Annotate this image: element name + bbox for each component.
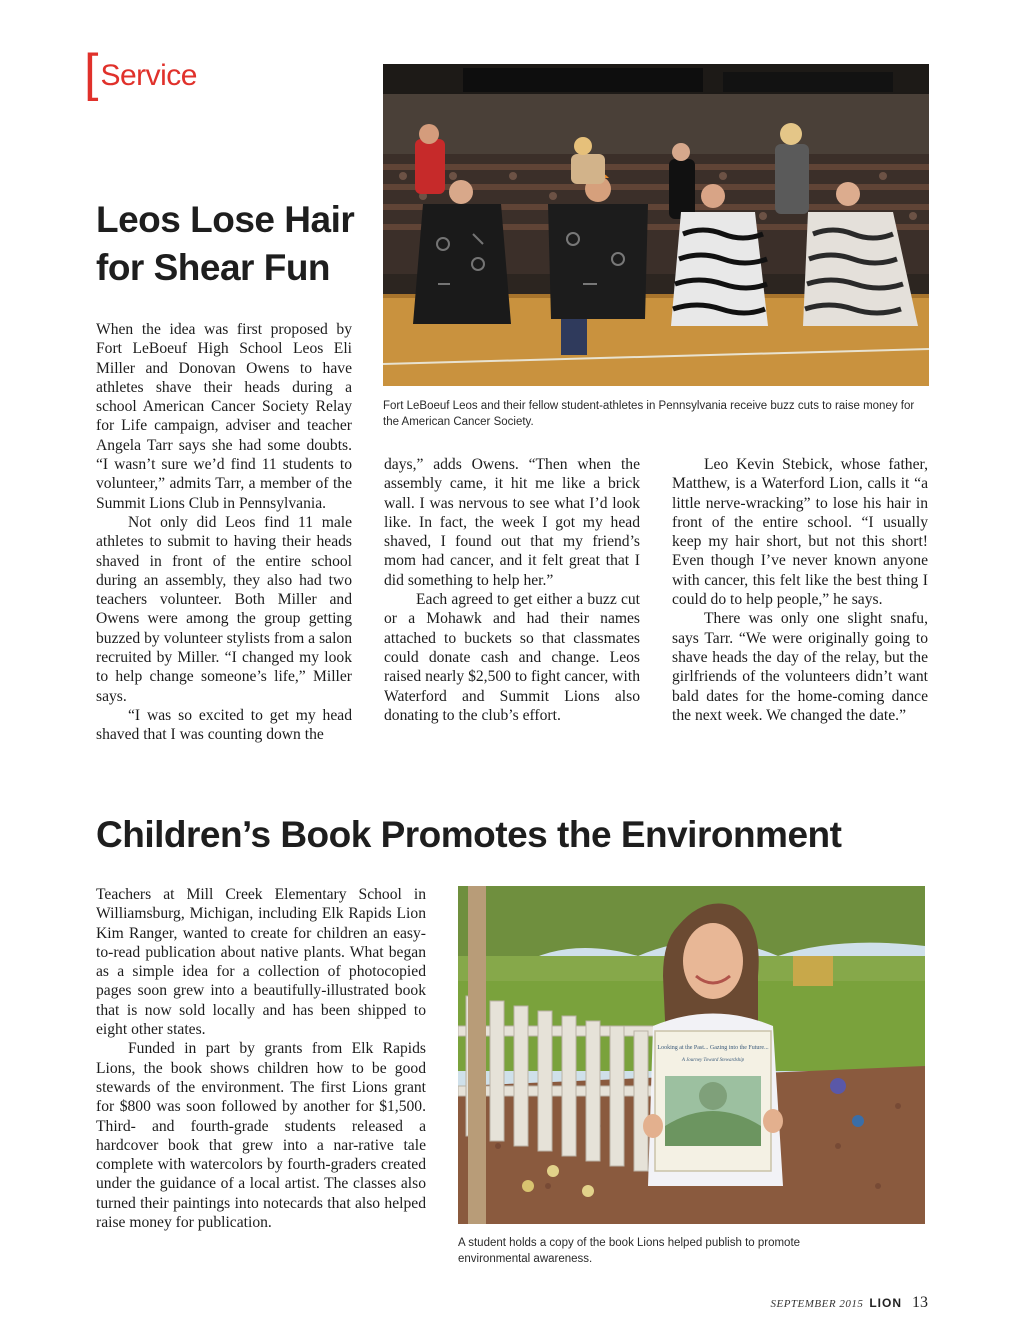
article1-photo-caption: Fort LeBoeuf Leos and their fellow student-athletes in Pennsylvania receive buzz cuts to raise money for the American Cancer Society. (383, 400, 915, 428)
article1-col2-paragraph: days,” adds Owens. “Then when the assembly came, it hit me like a brick wall. I was nervous to see what I’d look like. In fact, the week I got my head shaved, I found out that my friend’s mom had cancer, and it felt great that I did something to help her.” (384, 456, 640, 589)
article2-col1-paragraph: Teachers at Mill Creek Elementary School in Williamsburg, Michigan, including Elk Rapids Lion Kim Ranger, wanted to create for children an easy-to-read publication about native plants. What began as a simple idea for a collection of photocopied pages soon grew into a beautifully-illustrated book that is now sold locally and has been shipped to eight other states. (96, 886, 426, 1039)
page-folio (770, 1294, 928, 1312)
section-bracket: [ (84, 44, 99, 102)
article2-col1-paragraph: Funded in part by grants from Elk Rapids Lions, the book shows children how to be good stewards of the environment. The first Lions grant for $800 was soon followed by another for $1,500. Third- and fourth-grade students released a hardcover book that grew into a nar-rative tale complete with watercolors by fourth-graders created under the guidance of a local artist. The classes also turned their paintings into notecards that also helped raise money for publication. (96, 1040, 426, 1232)
issue-date: SEPTEMBER 2015 (770, 1298, 864, 1310)
page-number: 13 (912, 1294, 928, 1311)
article1-col3-paragraph: Leo Kevin Stebick, whose father, Matthew, is a Waterford Lion, calls it “a little nerve-wracking” to lose his hair in front of the entire school. “I usually keep my hair short, but not this short! Even though I’ve never known anyone with cancer, this felt like the best thing I could do to help people,” he says. (672, 456, 928, 609)
article1-col1-paragraph: “I was so excited to get my head shaved that I was counting down the (96, 706, 352, 744)
book-cover-subtitle: A Journey Toward Stewardship (681, 1058, 745, 1063)
article1-headline: Leos Lose Hair for Shear Fun (96, 199, 355, 288)
article1-col1-paragraph: When the idea was first proposed by Fort LeBoeuf High School Leos Eli Miller and Donovan Owens to have athletes shave their heads during a school American Cancer Society Relay for Life campaign, adviser and teacher Angela Tarr says she had some doubts. “I wasn’t sure we’d find 11 students to volunteer,” admits Tarr, a member of the Summit Lions Club in Pennsylvania. (96, 321, 352, 512)
article1-column-2 (384, 455, 640, 725)
article2-column-1 (96, 885, 426, 1232)
magazine-name: LION (869, 1296, 902, 1310)
article1-col1-paragraph: Not only did Leos find 11 male athletes to submit to having their heads shaved in front of the entire school during an assembly, they also had two teachers volunteer. Both Miller and Owens were among the group getting buzzed by volunteer stylists from a salon recruited by Miller. “I changed my look to help change someone’s life,” Miller says. (96, 513, 352, 705)
section-label (84, 44, 197, 102)
article1-col2-paragraph: Each agreed to get either a buzz cut or a Mohawk and had their names attached to buckets so that classmates could donate cash and change. Leos raised nearly $2,500 to fight cancer, with Waterford and Summit Lions also donating to the club’s effort. (384, 591, 640, 724)
section-name: Service (100, 59, 197, 92)
book-cover-title: Looking at the Past... Gazing into the Future... (657, 1045, 769, 1051)
article1-col3-paragraph: There was only one slight snafu, says Tarr. “We were originally going to shave heads the day of the relay, but the girlfriends of the volunteers didn’t want bald dates for the home-coming dance the next week. We changed the date.” (672, 610, 928, 724)
article2-photo-caption: A student holds a copy of the book Lions helped publish to promote environmental awareness. (458, 1237, 801, 1265)
article2-photo (458, 886, 925, 1224)
article1-column-3 (672, 455, 928, 725)
article2-headline: Children’s Book Promotes the Environment (96, 814, 842, 855)
article1-photo (383, 64, 929, 386)
article1-column-1 (96, 320, 352, 745)
